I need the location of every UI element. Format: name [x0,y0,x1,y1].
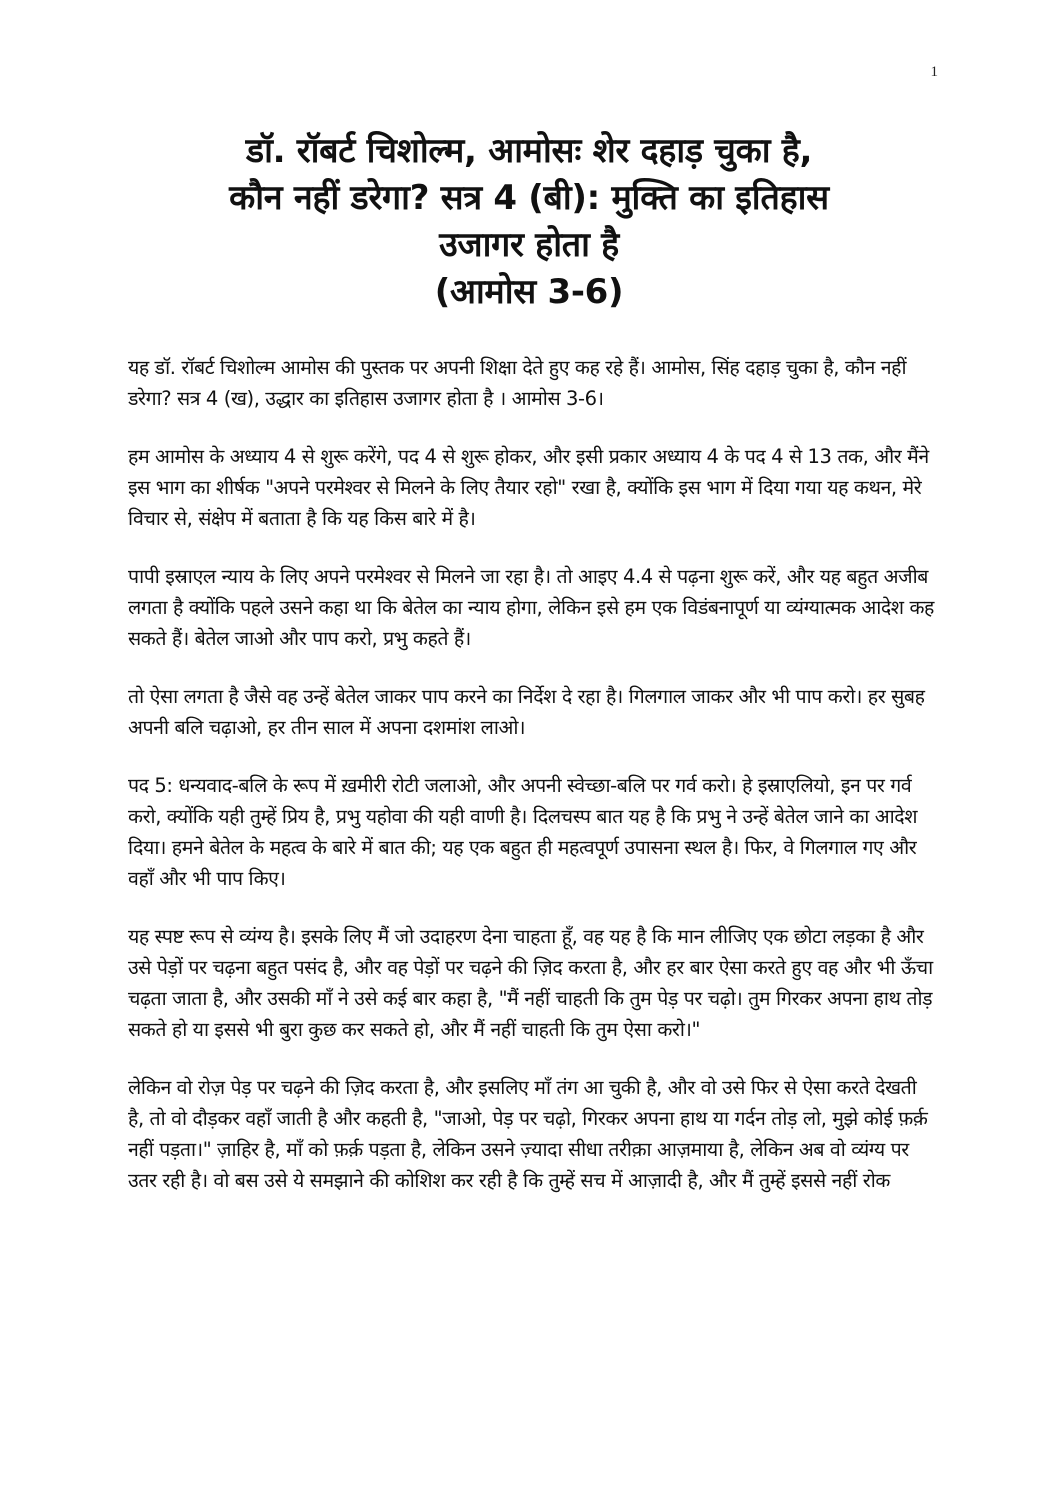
title-line: कौन नहीं डरेगा? सत्र 4 (बी): मुक्ति का इतिहास [229,178,829,218]
body-paragraph: हम आमोस के अध्याय 4 से शुरू करेंगे, पद 4 से शुरू होकर, और इसी प्रकार अध्याय 4 के पद 4 से 13 तक, और मैंने इस भाग का शीर्षक "अपने परमेश्वर से मिलने के लिए तैयार रहो" रखा है, क्योंकि इस भाग में दिया गया यह कथन, मेरे विचार से, संक्षेप में बताता है कि यह किस बारे में है। [128,445,929,530]
body-paragraph: यह स्पष्ट रूप से व्यंग्य है। इसके लिए मैं जो उदाहरण देना चाहता हूँ, वह यह है कि मान लीजिए एक छोटा लड़का है और उसे पेड़ों पर चढ़ना बहुत पसंद है, और वह पेड़ों पर चढ़ने की ज़िद करता है, और हर बार ऐसा करते हुए वह और भी ऊँचा चढ़ता जाता है, और उसकी माँ ने उसे कई बार कहा है, "मैं नहीं चाहती कि तुम पेड़ पर चढ़ो। तुम गिरकर अपना हाथ तोड़ सकते हो या इससे भी बुरा कुछ कर सकते हो, और मैं नहीं चाहती कि तुम ऐसा करो।" [128,925,933,1041]
body-paragraph: लेकिन वो रोज़ पेड़ पर चढ़ने की ज़िद करता है, और इसलिए माँ तंग आ चुकी है, और वो उसे फिर से ऐसा करते देखती है, तो वो दौड़कर वहाँ जाती है और कहती है, "जाओ, पेड़ पर चढ़ो, गिरकर अपना हाथ या गर्दन तोड़ लो, मुझे कोई फ़र्क़ नहीं पड़ता।" ज़ाहिर है, माँ को फ़र्क़ पड़ता है, लेकिन उसने ज़्यादा सीधा तरीक़ा आज़माया है, लेकिन अब वो व्यंग्य पर उतर रही है। वो बस उसे ये समझाने की कोशिश कर रही है कि तुम्हें सच में आज़ादी है, और मैं तुम्हें इससे नहीं रोक [128,1076,928,1192]
body-paragraph: यह डॉ. रॉबर्ट चिशोल्म आमोस की पुस्तक पर अपनी शिक्षा देते हुए कह रहे हैं। आमोस, सिंह दहाड़ चुका है, कौन नहीं डरेगा? सत्र 4 (ख), उद्धार का इतिहास उजागर होता है । आमोस 3-6। [128,356,907,410]
page-number: 1 [930,64,938,80]
body-paragraph: पद 5: धन्यवाद-बलि के रूप में ख़मीरी रोटी जलाओ, और अपनी स्वेच्छा-बलि पर गर्व करो। हे इस्राएलियो, इन पर गर्व करो, क्योंकि यही तुम्हें प्रिय है, प्रभु यहोवा की यही वाणी है। दिलचस्प बात यह है कि प्रभु ने उन्हें बेतेल जाने का आदेश दिया। हमने बेतेल के महत्व के बारे में बात की; यह एक बहुत ही महत्वपूर्ण उपासना स्थल है। फिर, वे गिलगाल गए और वहाँ और भी पाप किए। [128,774,918,890]
body-paragraph: पापी इस्राएल न्याय के लिए अपने परमेश्वर से मिलने जा रहा है। तो आइए 4.4 से पढ़ना शुरू करें, और यह बहुत अजीब लगता है क्योंकि पहले उसने कहा था कि बेतेल का न्याय होगा, लेकिन इसे हम एक विडंबनापूर्ण या व्यंग्यात्मक आदेश कह सकते हैं। बेतेल जाओ और पाप करो, प्रभु कहते हैं। [128,565,935,650]
title-line: डॉ. रॉबर्ट चिशोल्म, आमोसः शेर दहाड़ चुका है, [245,131,813,171]
title-line: उजागर होता है [439,225,619,265]
document-body [128,352,934,1196]
title-line: (आमोस 3-6) [434,272,624,312]
body-paragraph: तो ऐसा लगता है जैसे वह उन्हें बेतेल जाकर पाप करने का निर्देश दे रहा है। गिलगाल जाकर और भी पाप करो। हर सुबह अपनी बलि चढ़ाओ, हर तीन साल में अपना दशमांश लाओ। [128,685,925,739]
document-title [120,128,938,316]
